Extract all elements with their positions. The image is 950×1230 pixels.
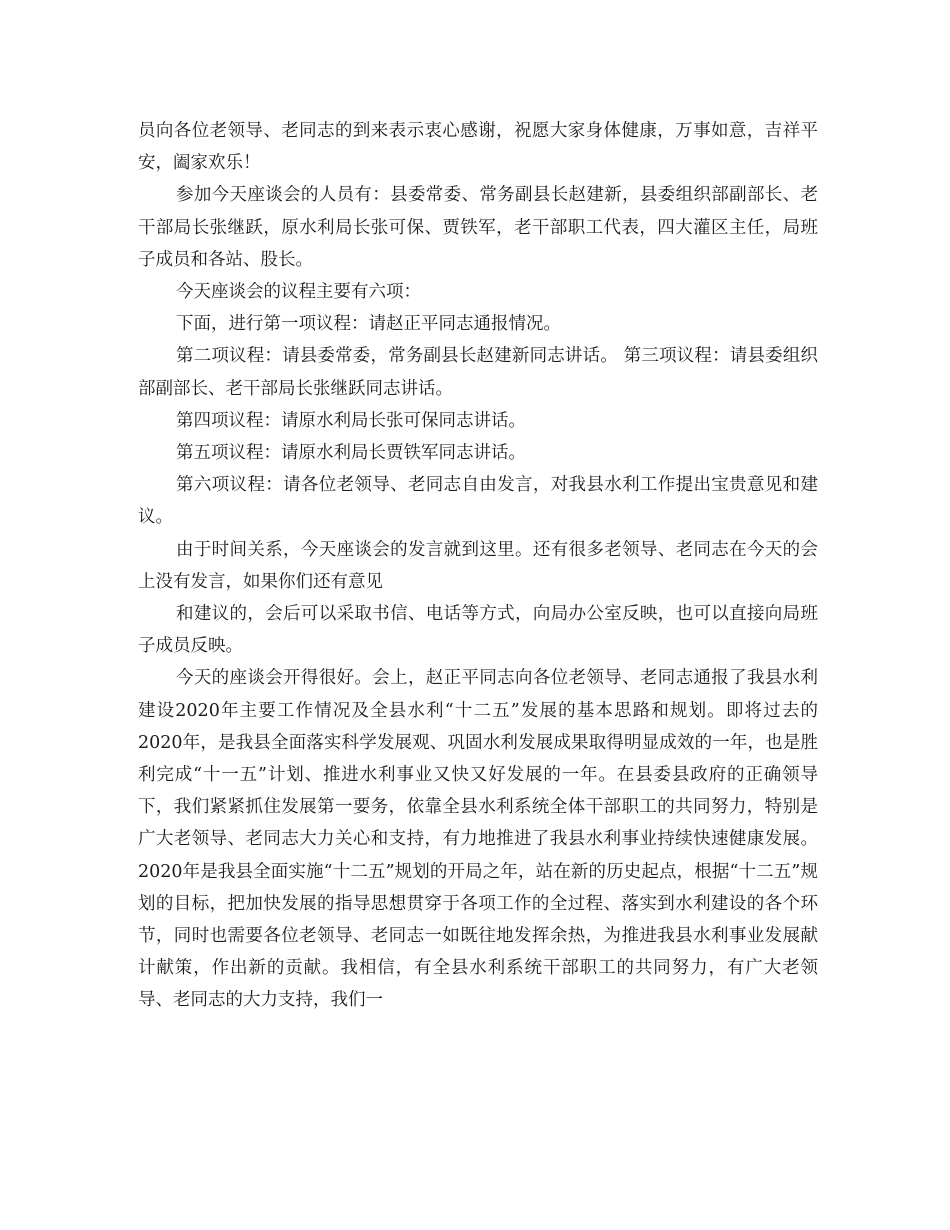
paragraph-3: 今天座谈会的议程主要有六项： — [176, 282, 421, 303]
paragraph-2: 参加今天座谈会的人员有：县委常委、常务副县长赵建新，县委组织部副部长、老干部局长张继跃，原水利局长张可保、贾铁军，老干部职工代表，四大灌区主任，局班子成员和各站、股长。 — [138, 185, 818, 270]
paragraph-10: 和建议的，会后可以采取书信、电话等方式，向局办公室反映，也可以直接向局班子成员反映。 — [138, 604, 818, 657]
paragraph-4: 下面，进行第一项议程：请赵正平同志通报情况。 — [176, 314, 561, 335]
paragraph-11: 今天的座谈会开得很好。会上，赵正平同志向各位老领导、老同志通报了我县水利建设2020年主要工作情况及全县水利“十二五”发展的基本思路和规划。即将过去的2020年，是我县全面落实科学发展观、巩固水利发展成果取得明显成效的一年，也是胜利完成“十一五”计划、推进水利事业又快又好发展的一年。在县委县政府的正确领导下，我们紧紧抓住发展第一要务，依靠全县水利系统全体干部职工的共同努力，特别是广大老领导、老同志大力关心和支持，有力地推进了我县水利事业持续快速健康发展。2020年是我县全面实施“十二五”规划的开局之年，站在新的历史起点，根据“十二五”规划的目标，把加快发展的指导思想贯穿于各项工作的全过程、落实到水利建设的各个环节，同时也需要各位老领导、老同志一如既往地发挥余热，为推进我县水利事业发展献计献策，作出新的贡献。我相信，有全县水利系统干部职工的共同努力，有广大老领导、老同志的大力支持，我们一 — [138, 668, 818, 1011]
paragraph-6: 第四项议程：请原水利局长张可保同志讲话。 — [176, 410, 526, 431]
paragraph-8: 第六项议程：请各位老领导、老同志自由发言，对我县水利工作提出宝贵意见和建议。 — [138, 475, 818, 528]
paragraph-7: 第五项议程：请原水利局长贾铁军同志讲话。 — [176, 443, 526, 464]
paragraph-5: 第二项议程：请县委常委，常务副县长赵建新同志讲话。 第三项议程：请县委组织部副部长、老干部局长张继跃同志讲话。 — [138, 346, 818, 399]
paragraph-1: 员向各位老领导、老同志的到来表示衷心感谢，祝愿大家身体健康，万事如意，吉祥平安，阖家欢乐！ — [138, 121, 818, 174]
paragraph-9: 由于时间关系，今天座谈会的发言就到这里。还有很多老领导、老同志在今天的会上没有发言，如果你们还有意见 — [138, 539, 818, 592]
document-body — [138, 115, 818, 1017]
